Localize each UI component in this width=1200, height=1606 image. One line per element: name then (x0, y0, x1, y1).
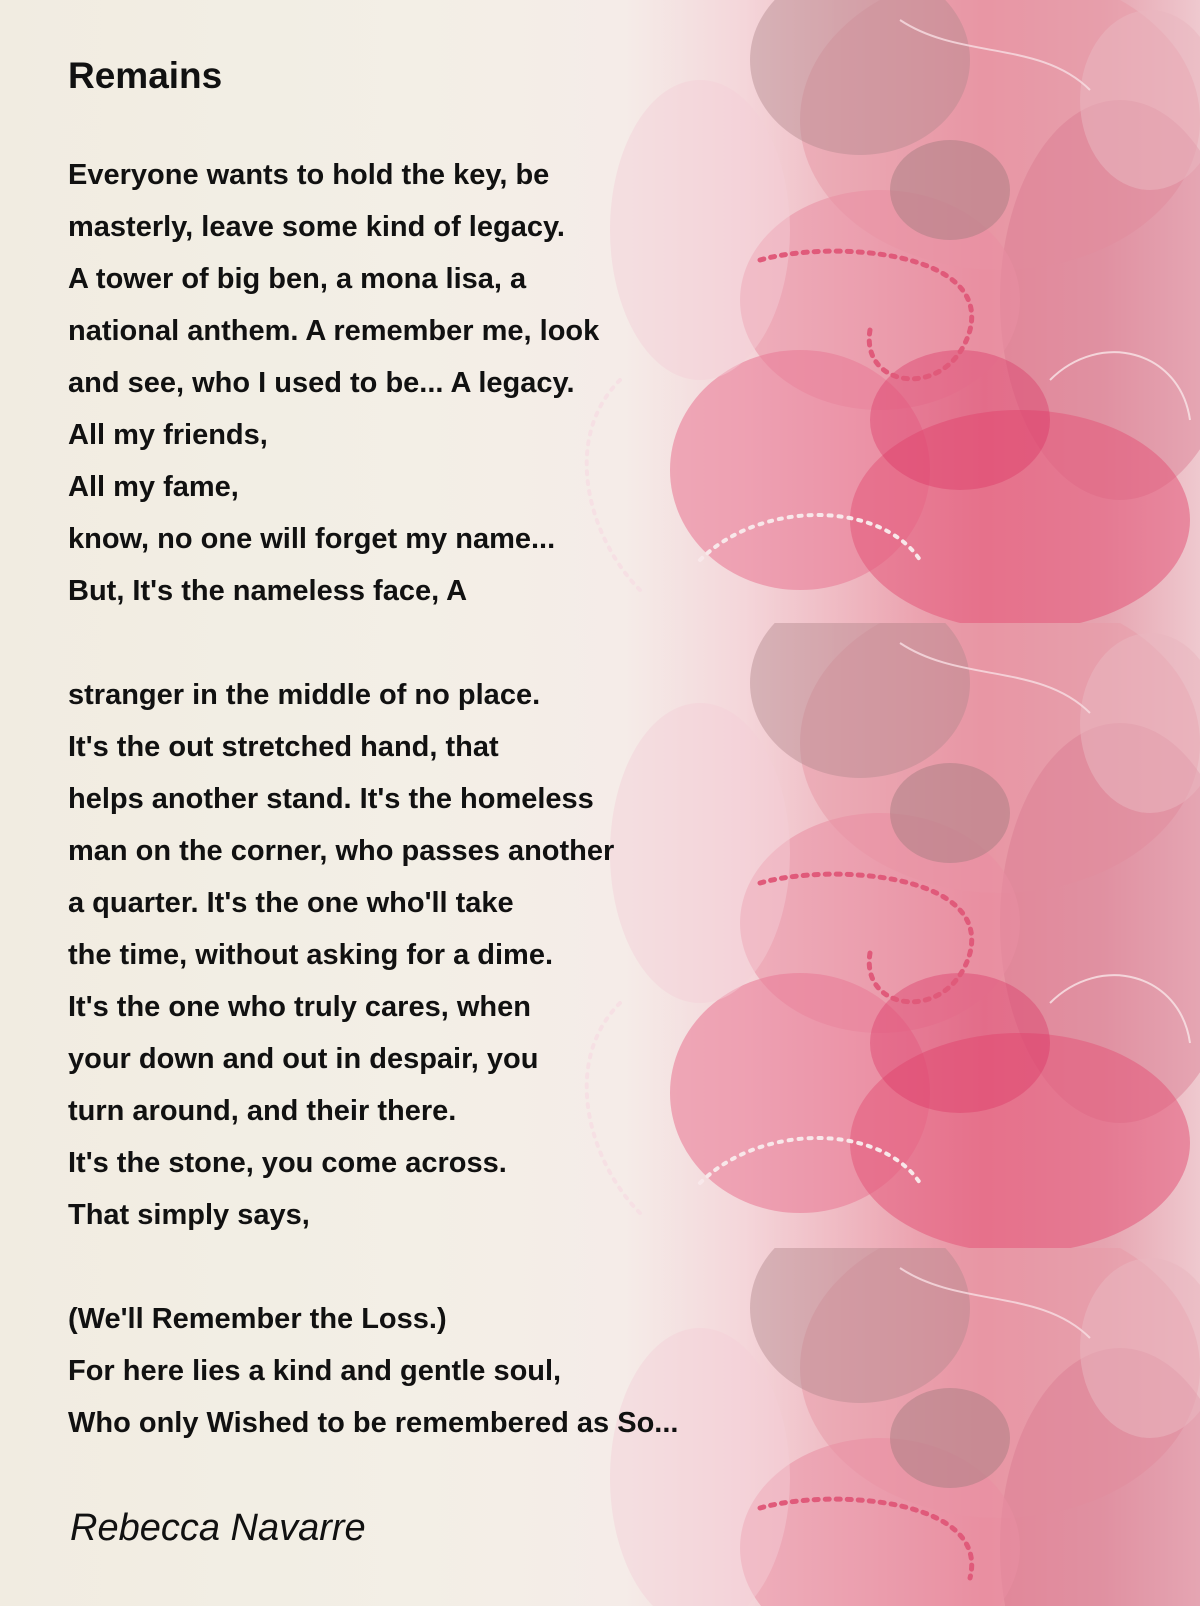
poem-stanza (68, 669, 614, 1241)
poem-author: Rebecca Navarre (70, 1507, 366, 1549)
poem-line: It's the stone, you come across. (68, 1147, 507, 1179)
poem-title: Remains (68, 55, 223, 96)
poem-line: national anthem. A remember me, look (68, 315, 600, 347)
poem-line: That simply says, (68, 1199, 310, 1231)
poem-line: (We'll Remember the Loss.) (68, 1303, 447, 1335)
poem-line: masterly, leave some kind of legacy. (68, 211, 565, 243)
poem-line: turn around, and their there. (68, 1095, 457, 1127)
poem-line: and see, who I used to be... A legacy. (68, 367, 575, 399)
poem-line: a quarter. It's the one who'll take (68, 887, 514, 919)
poem-line: Who only Wished to be remembered as So... (68, 1407, 679, 1439)
poem-line: Everyone wants to hold the key, be (68, 159, 550, 191)
poem-line: man on the corner, who passes another (68, 835, 615, 867)
poem-stanza (68, 149, 599, 617)
poem-line: It's the one who truly cares, when (68, 991, 531, 1023)
poem-line: All my fame, (68, 471, 239, 503)
poem-line: But, It's the nameless face, A (68, 575, 468, 607)
poem-line: your down and out in despair, you (68, 1043, 539, 1075)
poem-line: know, no one will forget my name... (68, 523, 556, 555)
poem-line: It's the out stretched hand, that (68, 731, 499, 763)
poem-line: helps another stand. It's the homeless (68, 783, 594, 815)
poem-line: All my friends, (68, 419, 268, 451)
poem-line: stranger in the middle of no place. (68, 679, 541, 711)
poem-line: A tower of big ben, a mona lisa, a (68, 263, 527, 295)
poem-line: For here lies a kind and gentle soul, (68, 1355, 562, 1387)
poem-stanza (68, 1293, 678, 1449)
poem-line: the time, without asking for a dime. (68, 939, 553, 971)
